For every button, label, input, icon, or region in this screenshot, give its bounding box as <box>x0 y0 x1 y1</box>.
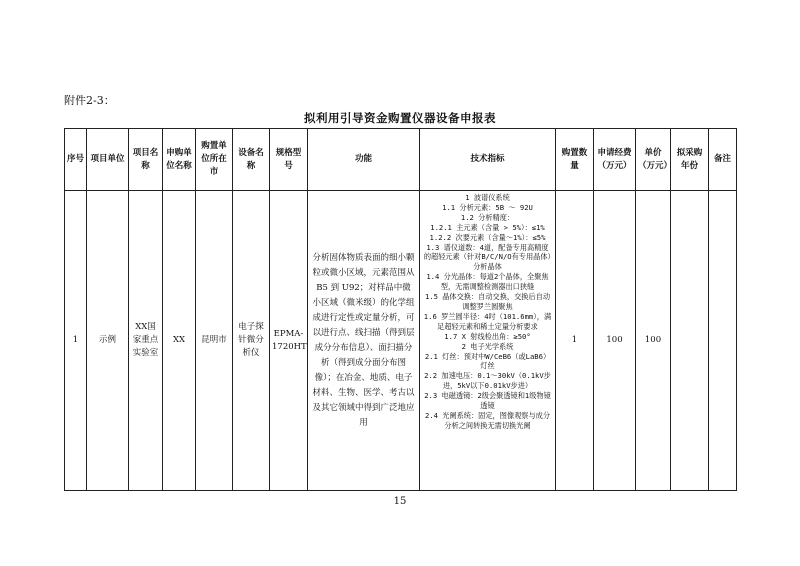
tech-line: 2.4 光阑系统：固定，图像观察与成分分析之间转换无需切换光阑 <box>424 410 551 430</box>
tech-line: 1.7 X 射线检出角：≥50° <box>444 331 531 341</box>
cell-funding: 100 <box>594 191 636 491</box>
cell-quantity: 1 <box>556 191 594 491</box>
header-row <box>65 129 737 191</box>
tech-line: 2.3 电磁透镜：2级会聚透镜和1级物镜透镜 <box>424 391 551 411</box>
tech-line: 1.2.1 主元素（含量 > 5%）：≤1% <box>430 222 545 232</box>
cell-model: EPMA-1720HT <box>270 191 308 491</box>
cell-remarks <box>709 191 737 491</box>
cell-function: 分析固体物质表面的细小颗粒或微小区域，元素范围从B5 到 U92；对样品中微小区域（微米级）的化学组成进行定性或定量分析，可以进行点、线扫描（得到层成分分布信息）、面扫描分析（得到成分面分布图像）；在冶金、地质、电子材料、生物、医学、考古以及其它领域中得到广泛地应用 <box>308 191 420 491</box>
cell-purchase-year <box>671 191 709 491</box>
cell-index: 1 <box>65 191 87 491</box>
header-tech-specs: 技术指标 <box>420 129 556 191</box>
header-city: 购置单位所在市 <box>196 129 233 191</box>
attachment-label: 附件2-3： <box>64 94 115 107</box>
header-model: 规格型号 <box>270 129 308 191</box>
cell-project-name: XX国家重点实验室 <box>129 191 163 491</box>
tech-line: 1.2 分析精度： <box>460 212 515 222</box>
cell-city: 昆明市 <box>196 191 233 491</box>
cell-project-unit: 示例 <box>87 191 129 491</box>
page-number: 15 <box>393 496 407 507</box>
tech-line: 1.5 晶体交换：自动交换，交换后自动调整罗兰圆聚焦 <box>424 292 551 311</box>
tech-line: 1.4 分光晶体：每道2个晶体，全聚焦型，无需调整检测器出口狭缝 <box>426 272 549 292</box>
header-funding: 申请经费（万元） <box>594 129 636 191</box>
tech-line: 2 电子光学系统 <box>461 341 514 351</box>
cell-tech-specs <box>420 191 556 491</box>
table-row <box>65 191 737 491</box>
header-function: 功能 <box>308 129 420 191</box>
header-remarks: 备注 <box>709 129 737 191</box>
declaration-table <box>64 128 737 491</box>
tech-line: 1.2.2 次要元素（含量～1%）：≤5% <box>429 232 546 242</box>
tech-line: 1.1 分析元素：5B ～ 92U <box>442 202 533 212</box>
tech-line: 2.2 加速电压：0.1～30kV（0.1kV步进，5kV以下0.01kV步进） <box>424 371 551 391</box>
cell-applicant: XX <box>163 191 196 491</box>
cell-device-name: 电子探针微分析仪 <box>233 191 270 491</box>
header-project-name: 项目名称 <box>129 129 163 191</box>
header-project-unit: 项目单位 <box>87 129 129 191</box>
tech-line: 1 波谱仪系统 <box>465 193 510 202</box>
header-quantity: 购置数量 <box>556 129 594 191</box>
header-device-name: 设备名称 <box>233 129 270 191</box>
tech-line: 1.6 罗兰圆半径：4吋（101.6mm），满足超轻元素和稀土定量分析要求 <box>423 311 552 331</box>
document-title: 拟利用引导资金购置仪器设备申报表 <box>304 111 496 125</box>
tech-line: 1.3 谱仪道数：4道，配备专用高精度的超轻元素（针对B/C/N/O有专用晶体）分析晶体 <box>423 242 552 272</box>
tech-line: 2.1 灯丝：预对中W/CeB6（或LaB6）灯丝 <box>424 351 551 371</box>
header-unit-price: 单价（万元） <box>636 129 671 191</box>
cell-unit-price: 100 <box>636 191 671 491</box>
header-purchase-year: 拟采购年份 <box>671 129 709 191</box>
header-applicant: 申购单位名称 <box>163 129 196 191</box>
header-index: 序号 <box>65 129 87 191</box>
